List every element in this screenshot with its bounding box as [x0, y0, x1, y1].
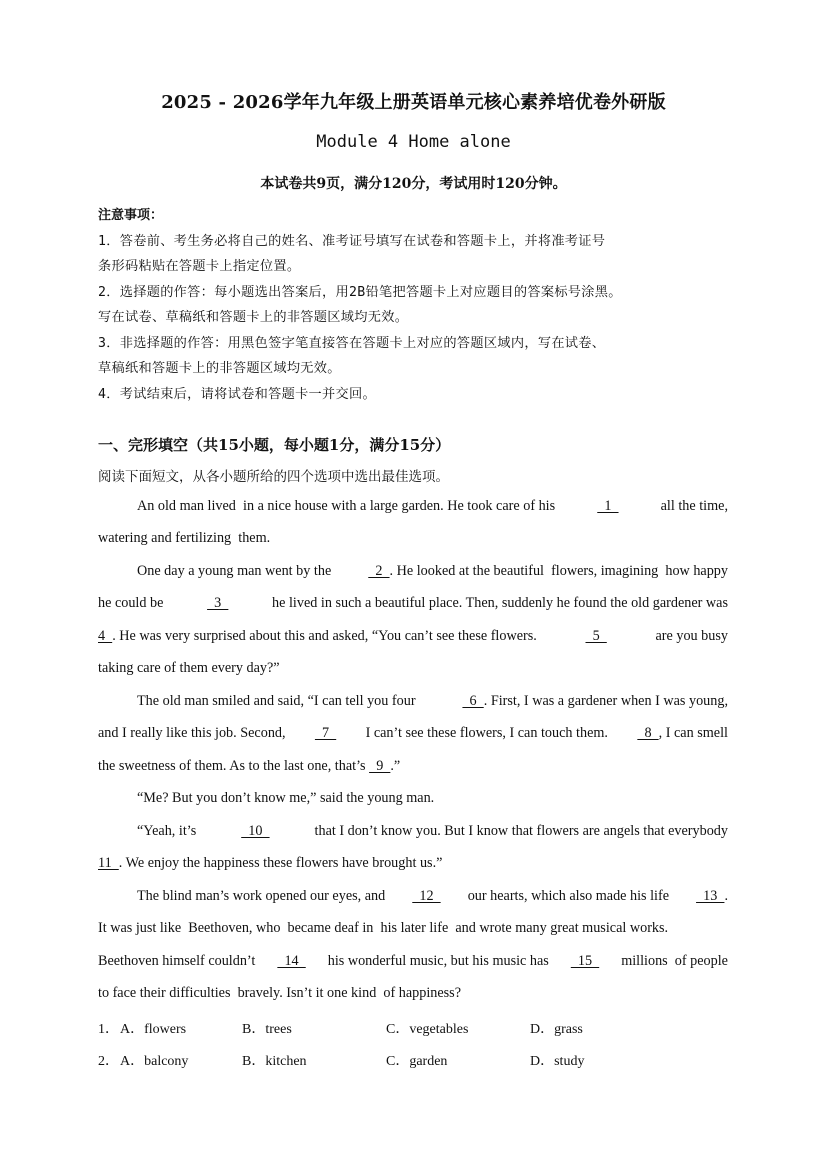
- section-instruction: 阅读下面短文，从各小题所给的四个选项中选出最佳选项。: [98, 469, 449, 485]
- question-number: 2．: [98, 1054, 119, 1069]
- passage-text: and I really like this job. Second,: [98, 725, 286, 741]
- passage-line: [98, 985, 728, 1002]
- passage-text-group: [462, 693, 728, 710]
- blank-14: 14: [277, 953, 306, 969]
- passage-text: . First, I was a gardener when I was young,: [483, 693, 728, 709]
- blank-3: 3: [207, 595, 229, 611]
- notice-heading: 注意事项：: [98, 208, 164, 223]
- passage-text: he lived in such a beautiful place. Then, suddenly he found the old gardener was: [272, 595, 728, 611]
- option-c[interactable]: C．vegetables: [386, 1022, 469, 1037]
- passage-line: [98, 758, 728, 775]
- blank-2: 2: [368, 563, 390, 579]
- passage-line: [98, 725, 728, 742]
- passage-line: [98, 595, 728, 612]
- passage-text-group: [368, 563, 728, 580]
- option-d[interactable]: D．grass: [530, 1022, 583, 1037]
- passage-line: [137, 563, 728, 580]
- passage-line: [98, 953, 728, 970]
- page-title: 2025 - 2026学年九年级上册英语单元核心素养培优卷外研版: [161, 92, 666, 113]
- passage-line: [137, 888, 728, 905]
- question-options-2: [98, 1050, 698, 1068]
- notice-line: 写在试卷、草稿纸和答题卡上的非答题区域均无效。: [98, 310, 409, 325]
- passage-text: are you busy: [655, 628, 728, 644]
- passage-text: that I don’t know you. But I know that flowers are angels that everybody: [314, 823, 728, 839]
- blank-8: 8: [637, 725, 659, 741]
- notice-line: 3．非选择题的作答：用黑色签字笔直接答在答题卡上对应的答题区域内，写在试卷、: [98, 336, 606, 351]
- blank-13: 13: [696, 888, 725, 904]
- section-heading: 一、完形填空（共15小题，每小题1分，满分15分）: [98, 436, 451, 454]
- option-a[interactable]: A．flowers: [120, 1022, 187, 1037]
- passage-text: millions of people: [621, 953, 728, 969]
- option-a[interactable]: A．balcony: [120, 1054, 189, 1069]
- question-number: 1．: [98, 1022, 119, 1037]
- passage-line: [98, 660, 728, 677]
- passage-text: The blind man’s work opened our eyes, and: [137, 888, 386, 904]
- passage-text: It was just like Beethoven, who became deaf in his later life and wrote many great musical works.: [98, 920, 669, 936]
- passage-text: “Yeah, it’s: [137, 823, 197, 839]
- notice-line: 2．选择题的作答：每小题选出答案后，用2B铅笔把答题卡上对应题目的答案标号涂黑。: [98, 285, 622, 300]
- passage-text: An old man lived in a nice house with a large garden. He took care of his: [137, 498, 556, 514]
- notice-line: 1．答卷前、考生务必将自己的姓名、准考证号填写在试卷和答题卡上，并将准考证号: [98, 234, 606, 249]
- option-c[interactable]: C．garden: [386, 1054, 448, 1069]
- passage-text: he could be: [98, 595, 164, 611]
- passage-line: [98, 855, 728, 872]
- passage-line: [98, 530, 728, 547]
- blank-10: 10: [241, 823, 270, 839]
- option-b[interactable]: B．trees: [242, 1022, 292, 1037]
- passage-text: his wonderful music, but his music has: [327, 953, 549, 969]
- passage-text: .: [724, 888, 728, 904]
- blank-7: 7: [314, 725, 337, 741]
- passage-line: [98, 628, 728, 645]
- option-b[interactable]: B．kitchen: [242, 1054, 307, 1069]
- blank-4: 4: [98, 628, 113, 644]
- blank-11: 11: [98, 855, 119, 871]
- passage-line: [137, 790, 728, 807]
- passage-text: to face their difficulties bravely. Isn’t it one kind of happiness?: [98, 985, 461, 1001]
- passage-text-group: [98, 628, 537, 645]
- passage-text-group: [637, 725, 728, 742]
- passage-line: [137, 498, 728, 515]
- passage-text: the sweetness of them. As to the last one, that’s: [98, 758, 366, 774]
- option-d[interactable]: D．study: [530, 1054, 585, 1069]
- blank-9: 9: [369, 758, 391, 774]
- passage-text: I can’t see these flowers, I can touch them.: [365, 725, 608, 741]
- passage-line: [98, 920, 728, 937]
- passage-text: .”: [390, 758, 401, 774]
- blank-6: 6: [462, 693, 484, 709]
- passage-text: taking care of them every day?”: [98, 660, 280, 676]
- blank-15: 15: [570, 953, 600, 969]
- passage-text: The old man smiled and said, “I can tell you four: [137, 693, 416, 709]
- passage-text: . He was very surprised about this and asked, “You can’t see these flowers.: [112, 628, 537, 644]
- passage-text: watering and fertilizing them.: [98, 530, 271, 546]
- blank-1: 1: [597, 498, 619, 514]
- exam-info: 本试卷共9页，满分120分，考试用时120分钟。: [260, 176, 567, 192]
- passage-text: One day a young man went by the: [137, 563, 332, 579]
- passage-text: Beethoven himself couldn’t: [98, 953, 256, 969]
- passage-text: , I can smell: [658, 725, 728, 741]
- passage-text: . We enjoy the happiness these flowers have brought us.”: [118, 855, 443, 871]
- passage-line: [137, 823, 728, 840]
- module-subtitle: Module 4 Home alone: [316, 132, 511, 152]
- notice-line: 条形码粘贴在答题卡上指定位置。: [98, 259, 301, 274]
- blank-12: 12: [412, 888, 441, 904]
- passage-text: all the time,: [660, 498, 728, 514]
- passage-text-group: [696, 888, 728, 905]
- passage-line: [137, 693, 728, 710]
- passage-text: “Me? But you don’t know me,” said the young man.: [137, 790, 435, 806]
- blank-5: 5: [585, 628, 607, 644]
- notice-line: 草稿纸和答题卡上的非答题区域均无效。: [98, 361, 341, 376]
- notice-line: 4．考试结束后，请将试卷和答题卡一并交回。: [98, 387, 376, 402]
- question-options-1: [98, 1018, 698, 1036]
- passage-text: . He looked at the beautiful flowers, imagining how happy: [389, 563, 728, 579]
- passage-text: our hearts, which also made his life: [467, 888, 670, 904]
